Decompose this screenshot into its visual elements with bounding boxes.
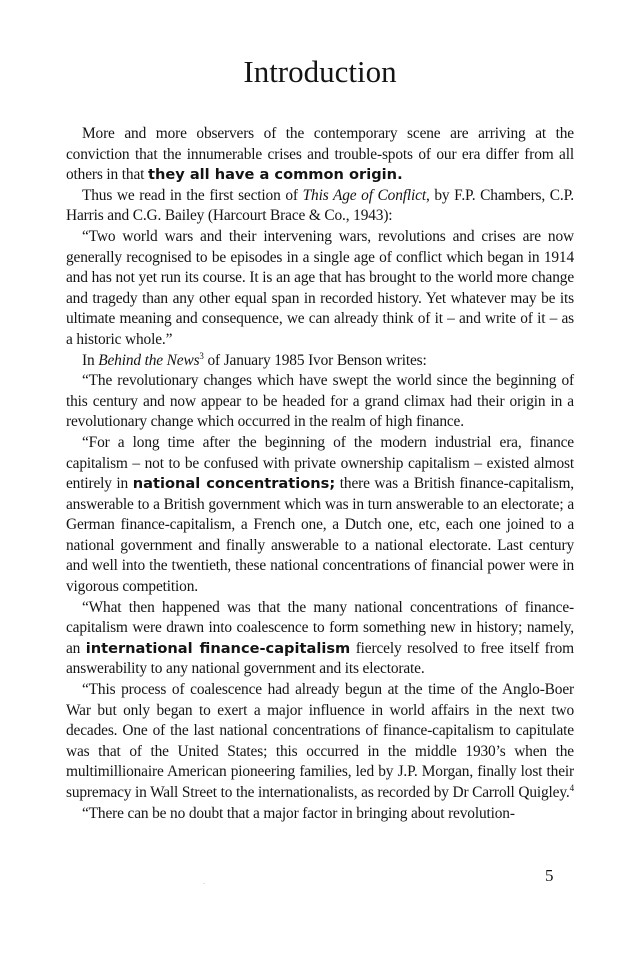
page-number: 5	[545, 866, 554, 885]
emphasis-international-finance-capitalism: international finance-capitalism	[85, 639, 351, 657]
footnote-marker-4: 4	[569, 782, 574, 793]
paragraph-6	[66, 433, 574, 598]
paragraph-4-text-start: In	[82, 351, 99, 369]
paragraph-9: “There can be no doubt that a major factor in bringing about revolution-	[82, 804, 515, 822]
paragraph-7-text-start: “What then happened was that the many national concentrations of finance-capitalism were drawn into coalescence to form something new in history; namely, an	[66, 598, 574, 657]
page-title: Introduction	[243, 54, 397, 89]
paragraph-8-text: “This process of coalescence had already begun at the time of the Anglo-Boer War but only began to exert a major influence in world affairs in the next two decades. One of the last national concentrations of finance-capitalism to capitulate was that of the United States; this occurred in the middle 1930’s when the multimillionaire American pioneering families, led by J.P. Morgan, finally lost their supremacy in Wall Street to the internationalists, as recorded by Dr Carroll Quigley.	[66, 681, 574, 801]
scan-dot: .	[203, 877, 206, 886]
paragraph-8	[66, 680, 574, 804]
paragraph-2-text-start: Thus we read in the first section of	[82, 186, 303, 204]
paragraph-1	[66, 124, 574, 186]
paragraph-2	[66, 186, 574, 227]
emphasis-national-concentrations: national concentrations;	[132, 475, 336, 493]
paragraph-6-text-end: there was a British finance-capitalism, answerable to a British government which was in turn answerable to an electorate; a German finance-capitalism, a French one, a Dutch one, etc, each one joined to a national government and finally answerable to a national electorate. Last century and well into the twentieth, these national concentrations of financial power were in vigorous competition.	[66, 475, 574, 596]
book-title: This Age of Conflict	[302, 186, 426, 204]
footnote-marker-3: 3	[199, 350, 204, 361]
paragraph-6-text-start: “For a long time after the beginning of the modern industrial era, finance capitalism – not to be confused with private ownership capitalism – existed almost entirely in	[66, 433, 574, 493]
emphasis-common-origin: they all have a common origin.	[147, 166, 403, 184]
paragraph-1-text: More and more observers of the contemporary scene are arriving at the conviction that the innumerable crises and trouble-spots of our era differ from all others in that	[66, 125, 574, 184]
paragraph-4-text-end: of January 1985 Ivor Benson writes:	[203, 351, 427, 369]
paragraph-2-text-end: , by F.P. Chambers, C.P. Harris and C.G. Bailey (Harcourt Brace & Co., 1943):	[66, 186, 575, 225]
body-text	[66, 124, 574, 824]
paragraph-3: “Two world wars and their intervening wars, revolutions and crises are now generally recognised to be episodes in a single age of conflict which began in 1914 and has not yet run its course. It is an age that has brought to the world more change and tragedy than any other equal span in recorded history. Yet whatever may be its ultimate meaning and consequence, we can already think of it – and write of it – as a historic whole.”	[66, 227, 574, 348]
paragraph-4	[66, 351, 574, 372]
paragraph-7-text-end: fiercely resolved to free itself from answerability to any national government and its electorate.	[66, 639, 574, 678]
paragraph-5: “The revolutionary changes which have swept the world since the beginning of this century and now appear to be headed for a grand climax had their origin in a revolutionary change which occurred in the realm of high finance.	[66, 372, 574, 431]
paragraph-7	[66, 598, 574, 680]
publication-title: Behind the News	[98, 351, 200, 369]
